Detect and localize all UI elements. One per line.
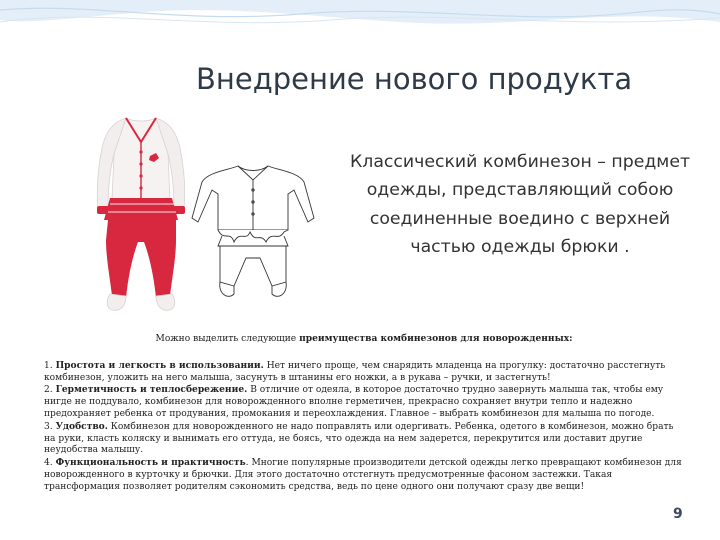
product-description: Классический комбинезон – предмет одежды, представляющий собою соединенные воедино с верхней частью одежды брюки . (350, 152, 691, 258)
slide-number: 9 (673, 506, 683, 522)
advantage-number: 4. (44, 458, 53, 469)
header-wave-decoration (0, 0, 720, 70)
advantage-number: 3. (44, 421, 53, 432)
red-romper-photo (86, 108, 196, 318)
slide-title: Внедрение нового продукта (196, 62, 633, 96)
advantage-number: 2. (44, 385, 53, 396)
advantage-heading: Удобство. (55, 420, 108, 432)
advantage-text: В отличие от одеяла, в которое достаточно трудно завернуть малыша так, чтобы ему нигде не поддувало, комбинезон для новорожденного вполне герметичен, прекрасно сохраняет внутри тепло и надежно предохраняет ребенка от продувания, промокания и переохлаждения. Главное – выбрать комбинезон для малыша по погоде. (44, 385, 664, 419)
advantage-text: . Многие популярные производители детской одежды легко превращают комбинезон для новорожденного в курточку и брючки. Для этого достаточно отстегнуть предусмотренные фасоном застежки. Такая трансформация позволяет родителям сэкономить средства, ведь по цене одного они получают сразу две вещи! (44, 458, 682, 492)
advantage-item (44, 457, 684, 493)
romper-line-drawing (188, 150, 338, 310)
advantages-intro-text: Можно выделить следующие (155, 334, 300, 344)
advantage-item (44, 360, 684, 385)
advantage-heading: Герметичность и теплосбережение. (55, 384, 248, 396)
advantage-text: Нет ничего проще, чем снарядить младенца на прогулку: достаточно расстегнуть комбинезон, уложить на него малыша, засунуть в штанины его ножки, а в рукава – ручки, и застегнуть! (44, 360, 666, 383)
advantage-item (44, 421, 684, 457)
romper-frill (104, 198, 178, 220)
advantages-intro (44, 333, 684, 346)
advantage-heading: Функциональность и практичность (55, 457, 246, 469)
advantage-number: 1. (44, 360, 53, 371)
advantages-notes (44, 333, 684, 494)
advantage-item (44, 384, 684, 420)
advantage-text: Комбинезон для новорожденного не надо поправлять или одергивать. Ребенка, одетого в комбинезон, можно брать на руки, класть коляску и вынимать его оттуда, не боясь, что одежда на нем задерется, перекрутится или доставит другие неудобства малышу. (44, 421, 674, 456)
advantages-intro-heading: преимущества комбинезонов для новорожденных: (299, 333, 573, 344)
romper-legs-red (106, 220, 176, 298)
advantage-heading: Простота и легкость в использовании. (55, 359, 264, 371)
